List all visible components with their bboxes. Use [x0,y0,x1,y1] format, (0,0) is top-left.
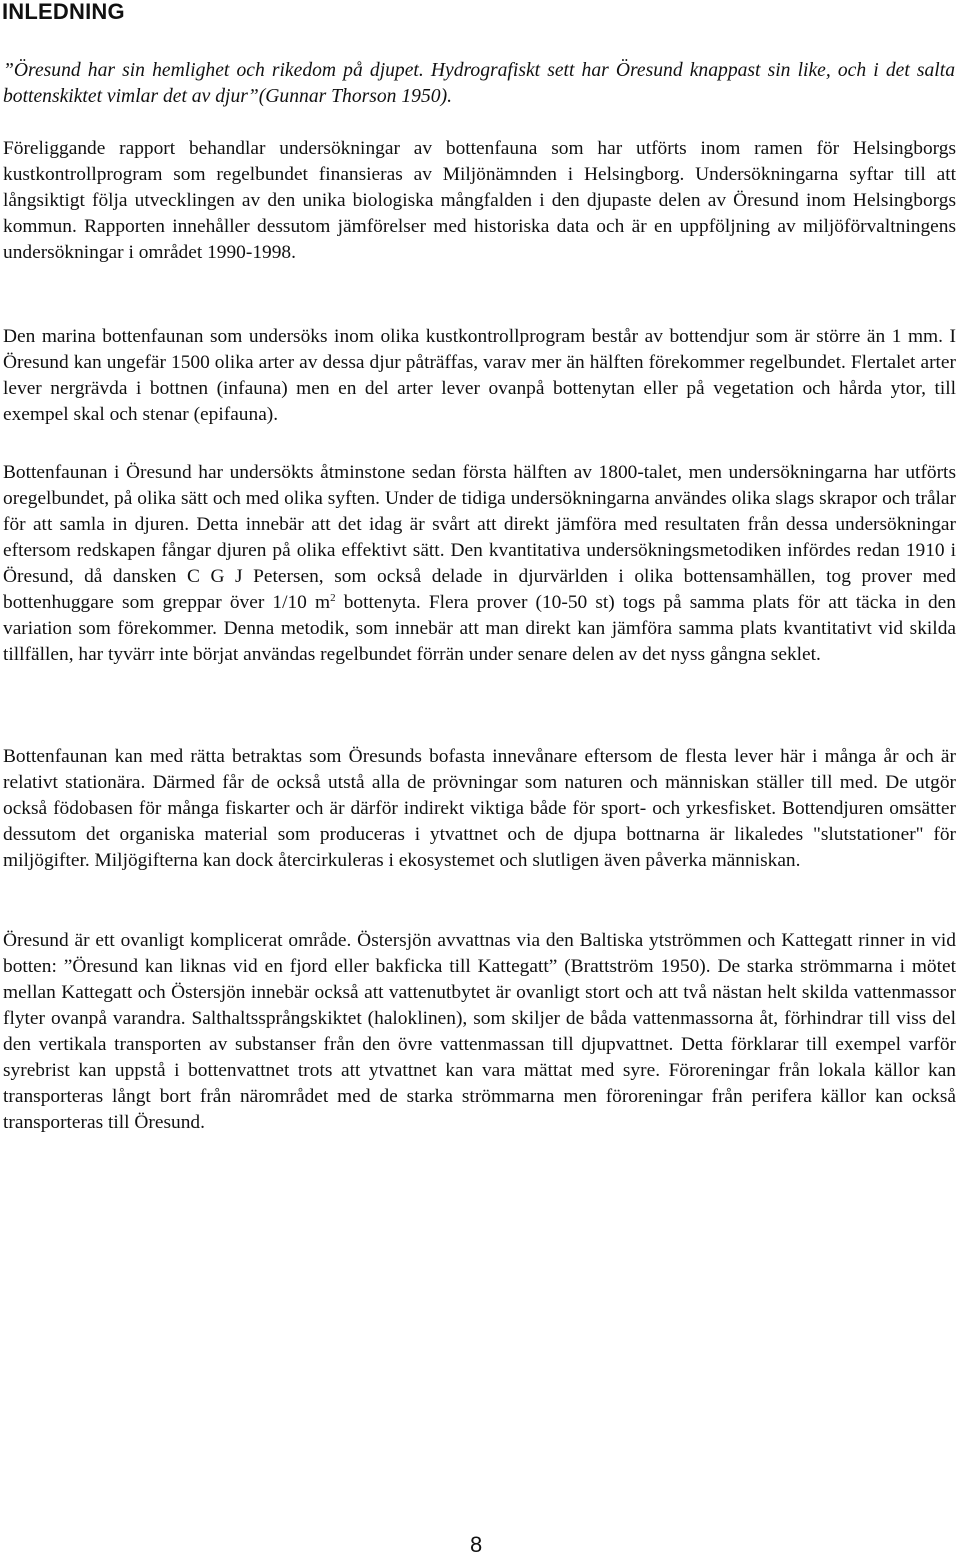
superscript-exponent: 2 [330,592,336,604]
paragraph-1: Föreliggande rapport behandlar undersökningar av bottenfauna som har utförts inom ramen för Helsingborgs kustkontrollprogram som regelbundet finansieras av Miljönämnden i Helsingborg. Undersökningarna syftar till att långsiktigt följa utvecklingen av den unika biologiska mångfalden i den djupaste delen av Öresund inom Helsingborgs kommun. Rapporten innehåller dessutom jämförelser med historiska data och är en uppföljning av miljöförvaltningens undersökningar i området 1990-1998. [3,138,956,263]
paragraph-3 [3,460,956,668]
paragraph-3-text-before: Bottenfaunan i Öresund har undersökts åtminstone sedan första hälften av 1800-talet, men undersökningarna har utförts oregelbundet, på olika sätt och med olika syften. Under de tidiga undersökningarna användes olika slags skrapor och trålar för att samla in djuren. Detta innebär att det idag är svårt att direkt jämföra med resultaten från dessa undersökningar eftersom redskapen fångar djuren på olika effektivt sätt. Den kvantitativa undersökningsmetodiken infördes redan 1910 i Öresund, då dansken C G J Petersen, som också delade in djurvärlden i olika bottensamhällen, tog prover med bottenhuggare som greppar över 1/10 m [3,462,956,613]
paragraph-4: Bottenfaunan kan med rätta betraktas som Öresunds bofasta innevånare eftersom de flesta lever här i många år och är relativt stationära. Därmed får de också utstå alla de prövningar som naturen och människan ställer till med. De utgör också födobasen för många fiskarter och är därför indirekt viktiga både för sport- och yrkesfisket. Bottendjuren omsätter dessutom det organiska material som produceras i ytvattnet och de djupa bottnarna är likaledes "slutstationer" för miljögifter. Miljögifterna kan dock återcirkuleras i ekosystemet och slutligen även påverka människan. [3,746,956,871]
paragraph-5: Öresund är ett ovanligt komplicerat område. Östersjön avvattnas via den Baltiska ytströmmen och Kattegatt rinner in vid botten: ”Öresund kan liknas vid en fjord eller bakficka till Kattegatt” (Brattström 1950). De starka strömmarna i mötet mellan Kattegatt och Östersjön innebär också att vattenutbytet är ovanligt stort och att två nästan helt skilda vattenmassor flyter ovanpå varandra. Salthaltssprångskiktet (haloklinen), som skiljer de båda vattenmassorna åt, förhindrar till viss del den vertikala transporten av substanser från den övre vattenmassan till djupvattnet. Detta förklarar till exempel varför syrebrist kan uppstå i bottenvattnet trots att ytvattnet kan vara mättat med syre. Föroreningar från lokala källor kan transporteras långt bort från närområdet med de starka strömmarna men föroreningar från perifera källor kan också transporteras till Öresund. [3,930,956,1133]
paragraph-3-text-after: bottenyta. Flera prover (10-50 st) togs på samma plats för att täcka in den variation som förekommer. Denna metodik, som innebär att man direkt kan jämföra samma plats kvantitativt vid skilda tillfällen, har tyvärr inte börjat användas regelbundet förrän under senare delen av det nyss gångna seklet. [3,592,956,665]
section-heading: INLEDNING [2,0,125,24]
paragraph-2: Den marina bottenfaunan som undersöks inom olika kustkontrollprogram består av bottendjur som är större än 1 mm. I Öresund kan ungefär 1500 olika arter av dessa djur påträffas, varav mer än hälften förekommer regelbundet. Flertalet arter lever nergrävda i bottnen (infauna) men en del arter lever ovanpå bottenytan eller på vegetation och hårda ytor, till exempel skal och stenar (epifauna). [3,326,956,425]
page-number: 8 [470,1532,483,1557]
epigraph-quote: ”Öresund har sin hemlighet och rikedom på djupet. Hydrografiskt sett har Öresund knappast sin like, och i det salta bottenskiktet vimlar det av djur”(Gunnar Thorson 1950). [3,60,955,107]
